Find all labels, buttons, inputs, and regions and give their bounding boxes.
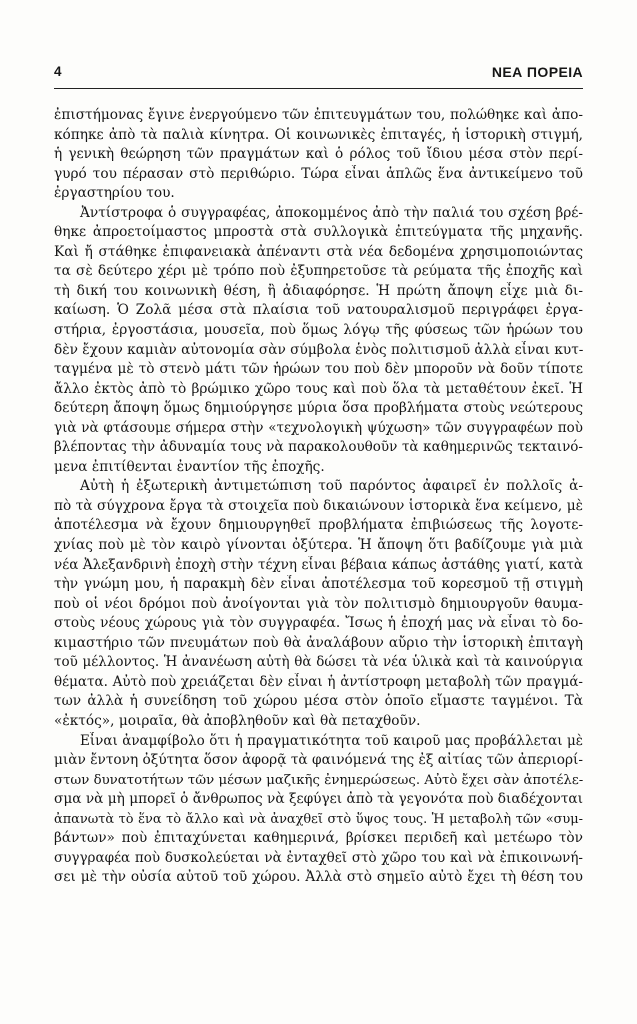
text-line: «ἐκτός», μοιραῖα, θὰ ἀποβληθοῦν καὶ θὰ πεταχθοῦν.	[54, 712, 421, 729]
text-line: γιὰ νὰ φτάσουμε σήμερα στὴν «τεχνολογικὴ ψύχωση» τῶν συγγραφέων ποὺ	[54, 419, 583, 436]
text-line: στων δυνατοτήτων τῶν μέσων μαζικῆς ἐνημερώσεως. Αὐτὸ ἔχει σὰν ἀποτέλε-	[54, 772, 583, 788]
text-line: τὴν γνώμη μου, ἡ παρακμὴ δὲν εἶναι ἀποτέλεσμα τοῦ κορεσμοῦ τῇ στιγμὴ	[54, 576, 583, 593]
text-line: ἀπανωτὰ τὸ ἕνα τὸ ἄλλο καὶ νὰ ἀναχθεῖ στὸ ὕψος τους. Ἡ μεταβολὴ τῶν «συμ-	[54, 811, 583, 827]
text-line: ἐπιστήμονας ἔγινε ἐνεργούμενο τῶν ἐπιτευγμάτων του, πολώθηκε καὶ ἀπο-	[54, 107, 583, 123]
text-line: μενα ἐπιτίθενται ἐναντίον τῆς ἐποχῆς.	[54, 458, 325, 475]
page-header	[54, 64, 583, 86]
text-line: ἀποτέλεσμα νὰ ἔχουν δημιουργηθεῖ προβλήματα ἐπιβιώσεως τῆς λογοτε-	[54, 517, 583, 534]
paragraph-first-line: Αὐτὴ ἡ ἐξωτερικὴ ἀντιμετώπιση τοῦ παρόντος ἀφαιρεῖ ἐν πολλοῖς ἀ-	[80, 478, 583, 495]
page-number: 4	[54, 64, 62, 79]
text-line: ταγμένα μὲ τὸ στενὸ μάτι τῶν ἡρώων του ποὺ δὲν μποροῦν νὰ δοῦν τίποτε	[54, 361, 583, 378]
running-head: ΝΕΑ ΠΟΡΕΙΑ	[491, 64, 583, 80]
text-line: ἐργαστηρίου του.	[54, 185, 175, 202]
paragraph-first-line: Εἶναι ἀναμφίβολο ὅτι ἡ πραγματικότητα τοῦ καιροῦ μας προβάλλεται μὲ	[80, 732, 583, 749]
text-line: στήρια, ἐργοστάσια, μουσεῖα, ποὺ ὅμως λόγῳ τῆς φύσεως τῶν ἡρώων του	[54, 322, 583, 339]
text-line: τα σὲ δεύτερο χέρι μὲ τρόπο ποὺ ἐξυπηρετοῦσε τὰ ρεύματα τῆς ἐποχῆς καὶ	[54, 263, 583, 280]
text-line: σει μὲ τὴν οὐσία αὐτοῦ τοῦ χώρου. Ἀλλὰ στὸ σημεῖο αὐτὸ ἔχει τὴ θέση του	[54, 869, 583, 886]
text-line: Καὶ ἤ στάθηκε ἐπιφανειακὰ ἀπέναντι στὰ νέα δεδομένα χρησιμοποιώντας	[54, 243, 583, 260]
header-rule	[54, 88, 583, 89]
text-line: ἡ γενικὴ θεώρηση τῶν πραγμάτων καὶ ὁ ρόλος τοῦ ἴδιου μέσα στὸν περί-	[54, 146, 583, 163]
text-line: κιμαστήριο τῶν πνευμάτων ποὺ θὰ ἀναλάβουν αὔριο τὴν ἱστορικὴ ἐπιταγὴ	[54, 634, 583, 651]
text-line: τοῦ μέλλοντος. Ἡ ἀνανέωση αὐτὴ θὰ δώσει τὰ νέα ὑλικὰ καὶ τὰ καινούργια	[54, 654, 583, 671]
text-line: ποὺ οἱ νέοι δρόμοι ποὺ ἀνοίγονται γιὰ τὸν πολιτισμὸ δημιουργοῦν θαυμα-	[54, 595, 583, 612]
paragraph-first-line: Ἀντίστροφα ὁ συγγραφέας, ἀποκομμένος ἀπὸ τὴν παλιά του σχέση βρέ-	[80, 204, 583, 221]
text-line: κόπηκε ἀπὸ τὰ παλιὰ κίνητρα. Οἱ κοινωνικὲς ἐπιταγές, ἡ ἱστορικὴ στιγμή,	[54, 126, 583, 143]
text-line: μιὰν ἔντονη ὀξύτητα ὅσον ἀφορᾷ τὰ φαινόμενά της ἐξ αἰτίας τῶν ἀπεριορί-	[54, 752, 583, 769]
text-line: σμα νὰ μὴ μπορεῖ ὁ ἄνθρωπος νὰ ξεφύγει ἀπὸ τὰ γεγονότα ποὺ διαδέχονται	[54, 791, 583, 808]
text-line: θέματα. Αὐτὸ ποὺ χρειάζεται δὲν εἶναι ἡ ἀντίστροφη μεταβολὴ τῶν πραγμά-	[54, 673, 583, 690]
text-line: καίωση. Ὁ Ζολᾶ μέσα στὰ πλαίσια τοῦ νατουραλισμοῦ περιγράφει ἐργα-	[54, 302, 583, 319]
text-line: νέα Ἀλεξανδρινὴ ἐποχὴ στὴν τέχνη εἶναι βέβαια κάπως ἀστάθης γιατί, κατὰ	[54, 556, 583, 573]
text-line: δὲν ἔχουν καμιὰν αὐτονομία σὰν σύμβολα ἑνὸς πολιτισμοῦ ἀλλὰ εἶναι κυτ-	[54, 341, 583, 358]
text-line: ἄλλο ἐκτὸς ἀπὸ τὸ βρώμικο χῶρο τους καὶ ποὺ ὅλα τὰ μεταθέτουν ἐκεῖ. Ἡ	[54, 380, 583, 397]
text-line: στοὺς νέους χώρους γιὰ τὸν συγγραφέα. Ἴσως ἡ ἐποχή μας νὰ εἶναι τὸ δο-	[54, 615, 583, 632]
text-line: βλέποντας τὴν ἀδυναμία τους νὰ παρακολουθοῦν τὰ καθημερινῶς τεκταινό-	[54, 439, 583, 456]
text-line: γυρό του πέρασαν στὸ περιθώριο. Τώρα εἶναι ἁπλῶς ἕνα ἀντικείμενο τοῦ	[54, 165, 583, 182]
text-line: πὸ τὰ σύγχρονα ἔργα τὰ στοιχεῖα ποὺ δικαιώνουν ἱστορικὰ ἕνα κείμενο, μὲ	[54, 497, 583, 514]
text-line: τὴ δική του κοινωνικὴ θέση, ἢ ἀδιαφόρησε. Ἡ πρώτη ἄποψη εἶχε μιὰ δι-	[54, 282, 583, 299]
text-line: χνίας ποὺ μὲ τὸν καιρὸ γίνονται ὀξύτερα. Ἡ ἄποψη ὅτι βαδίζουμε γιὰ μιὰ	[54, 537, 583, 554]
text-line: δεύτερη ἄποψη ὅμως δημιούργησε μύρια ὅσα προβλήματα στοὺς νεώτερους	[54, 400, 583, 417]
body-text	[54, 106, 583, 888]
text-line: θηκε ἀπροετοίμαστος μπροστὰ στὰ συλλογικὰ ἐπιτεύγματα τῆς μηχανῆς.	[54, 224, 583, 241]
text-line: συγγραφέα ποὺ δυσκολεύεται νὰ ἐνταχθεῖ στὸ χῶρο του καὶ νὰ ἐπικοινωνή-	[54, 849, 583, 866]
text-line: των ἀλλὰ ἡ συνείδηση τοῦ χώρου μέσα στὸν ὁποῖο εἴμαστε ταγμένοι. Τὰ	[54, 693, 583, 710]
text-line: βάντων» ποὺ ἐπιταχύνεται καθημερινά, βρίσκει περιδεῆ καὶ μετέωρο τὸν	[54, 830, 583, 847]
